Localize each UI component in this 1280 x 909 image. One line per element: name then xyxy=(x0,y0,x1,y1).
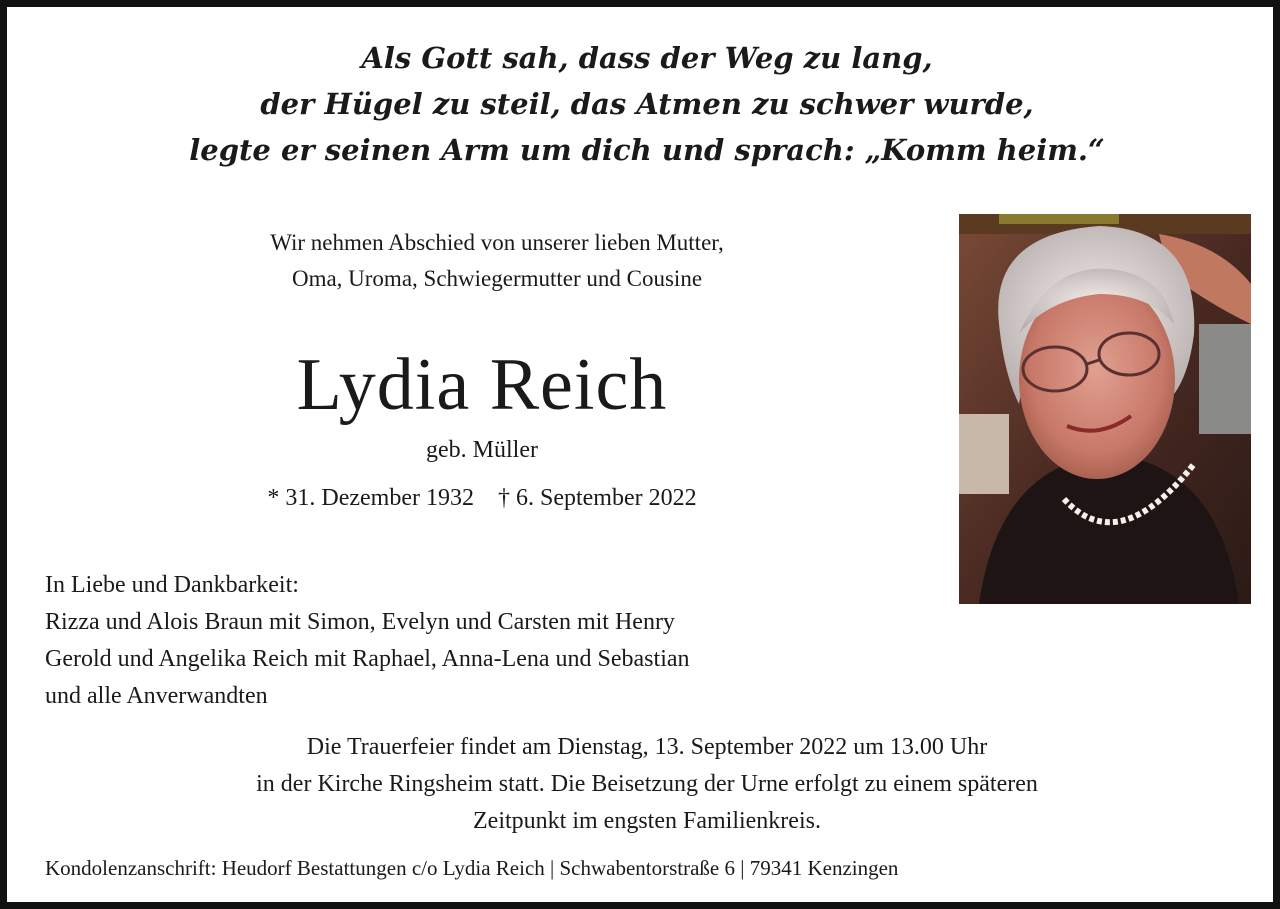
quote-line-1: Als Gott sah, dass der Weg zu lang, xyxy=(361,41,933,75)
ceremony-line-3: Zeitpunkt im engsten Familienkreis. xyxy=(473,808,821,834)
ceremony-line-1: Die Trauerfeier findet am Dienstag, 13. September 2022 um 13.00 Uhr xyxy=(306,734,988,760)
death-date: † 6. September 2022 xyxy=(497,485,697,511)
life-dates xyxy=(157,481,807,515)
ceremony-info xyxy=(47,729,1247,840)
memorial-quote xyxy=(67,35,1227,173)
birth-date: * 31. Dezember 1932 xyxy=(267,485,474,511)
quote-line-3: legte er seinen Arm um dich und sprach: „Komm heim.“ xyxy=(189,133,1105,167)
quote-line-2: der Hügel zu steil, das Atmen zu schwer wurde, xyxy=(260,87,1034,121)
family-heading: In Liebe und Dankbarkeit: xyxy=(45,572,299,598)
family-line-3: und alle Anverwandten xyxy=(45,683,268,709)
farewell-intro xyxy=(117,225,877,297)
portrait-photo xyxy=(959,214,1251,604)
maiden-name: geb. Müller xyxy=(426,437,538,463)
intro-line-1: Wir nehmen Abschied von unserer lieben Mutter, xyxy=(270,230,724,255)
family-line-1: Rizza und Alois Braun mit Simon, Evelyn und Carsten mit Henry xyxy=(45,609,675,635)
condolence-address: Kondolenzanschrift: Heudorf Bestattungen c/o Lydia Reich | Schwabentorstraße 6 | 79341 Kenzingen xyxy=(45,856,899,880)
intro-line-2: Oma, Uroma, Schwiegermutter und Cousine xyxy=(291,266,703,291)
family-signature xyxy=(45,567,945,715)
deceased-name: Lydia Reich xyxy=(296,344,668,426)
ceremony-line-2: in der Kirche Ringsheim statt. Die Beisetzung der Urne erfolgt zu einem späteren xyxy=(256,771,1038,797)
family-line-2: Gerold und Angelika Reich mit Raphael, Anna-Lena und Sebastian xyxy=(45,646,690,672)
